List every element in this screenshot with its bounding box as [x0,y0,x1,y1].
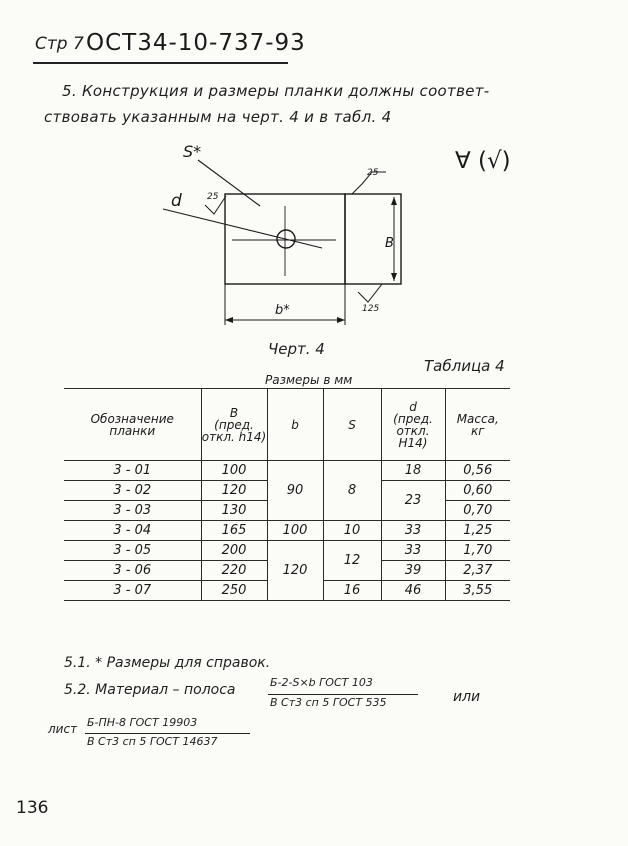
material-fraction1-bar [268,694,418,695]
material-fraction1-numerator: Б-2-S×b ГОСТ 103 [270,676,373,689]
material-fraction2-bar [85,733,250,734]
cell-b-merged: 120 [267,541,323,601]
list-prefix: лист [48,722,78,736]
cell-designation: 3 - 01 [64,461,201,481]
cell-mass: 2,37 [445,561,510,581]
table-row [64,461,510,481]
cell-mass: 0,60 [445,481,510,501]
cell-mass: 0,70 [445,501,510,521]
cell-B: 250 [201,581,267,601]
drawing-label-25-top: 25 [367,168,379,178]
cell-B: 200 [201,541,267,561]
page-number: 136 [16,798,49,818]
cell-mass: 0,56 [445,461,510,481]
header-S: S [323,389,381,461]
drawing-label-d: d [171,191,182,211]
cell-B: 165 [201,521,267,541]
cell-mass: 1,25 [445,521,510,541]
note-5-1: 5.1. * Размеры для справок. [64,655,271,671]
header-B: В (пред. откл. h14) [201,389,267,461]
note-5-2-suffix: или [453,689,481,705]
d-leader-line [163,209,322,248]
cell-d: 18 [381,461,445,481]
cell-b-merged: 90 [267,461,323,521]
cell-b: 100 [267,521,323,541]
cell-d-merged: 23 [381,481,445,521]
table-header-row [64,389,510,461]
drawing-label-b: b* [275,303,290,318]
material-fraction1-denominator: В Ст3 сп 5 ГОСТ 535 [270,696,387,709]
specification-table [64,388,510,601]
roughness-mark-bottom [358,284,382,302]
cell-B: 220 [201,561,267,581]
drawing-label-25-left: 25 [207,192,219,202]
cell-mass: 1,70 [445,541,510,561]
cell-S: 16 [323,581,381,601]
drawing-label-B: В [385,236,394,251]
cell-designation: 3 - 04 [64,521,201,541]
table-caption: Таблица 4 [424,357,505,375]
cell-mass: 3,55 [445,581,510,601]
section5-line1: 5. Конструкция и размеры планки должны соответ- [62,82,490,100]
header-b: b [267,389,323,461]
standard-code: ОСТ34-10-737-93 [86,30,306,56]
header-d: d (пред. откл. Н14) [381,389,445,461]
cell-d: 33 [381,541,445,561]
section5-line2: ствовать указанным на черт. 4 и в табл. 4 [44,108,392,126]
cell-B: 100 [201,461,267,481]
cell-S: 10 [323,521,381,541]
table-row [64,521,510,541]
note-5-2-prefix: 5.2. Материал – полоса [64,682,236,698]
roughness-symbol-icon: ∀ (√) [455,148,511,174]
cell-designation: 3 - 05 [64,541,201,561]
cell-d: 46 [381,581,445,601]
cell-designation: 3 - 06 [64,561,201,581]
material-fraction2-denominator: В Ст3 сп 5 ГОСТ 14637 [87,735,218,748]
header-mass: Масса, кг [445,389,510,461]
header-designation: Обозначение планки [64,389,201,461]
table-subcaption: Размеры в мм [265,373,353,387]
cell-d: 39 [381,561,445,581]
cell-B: 120 [201,481,267,501]
material-fraction2-numerator: Б-ПН-8 ГОСТ 19903 [87,716,198,729]
drawing-label-s: S* [183,142,202,161]
cell-designation: 3 - 03 [64,501,201,521]
cell-S-merged: 8 [323,461,381,521]
cell-d: 33 [381,521,445,541]
drawing-label-125: 125 [362,304,380,314]
cell-designation: 3 - 07 [64,581,201,601]
cell-S-merged: 12 [323,541,381,581]
cell-designation: 3 - 02 [64,481,201,501]
drawing-caption: Черт. 4 [268,340,325,358]
table-row [64,541,510,561]
cell-B: 130 [201,501,267,521]
page-label: Стр 7 [35,34,84,54]
